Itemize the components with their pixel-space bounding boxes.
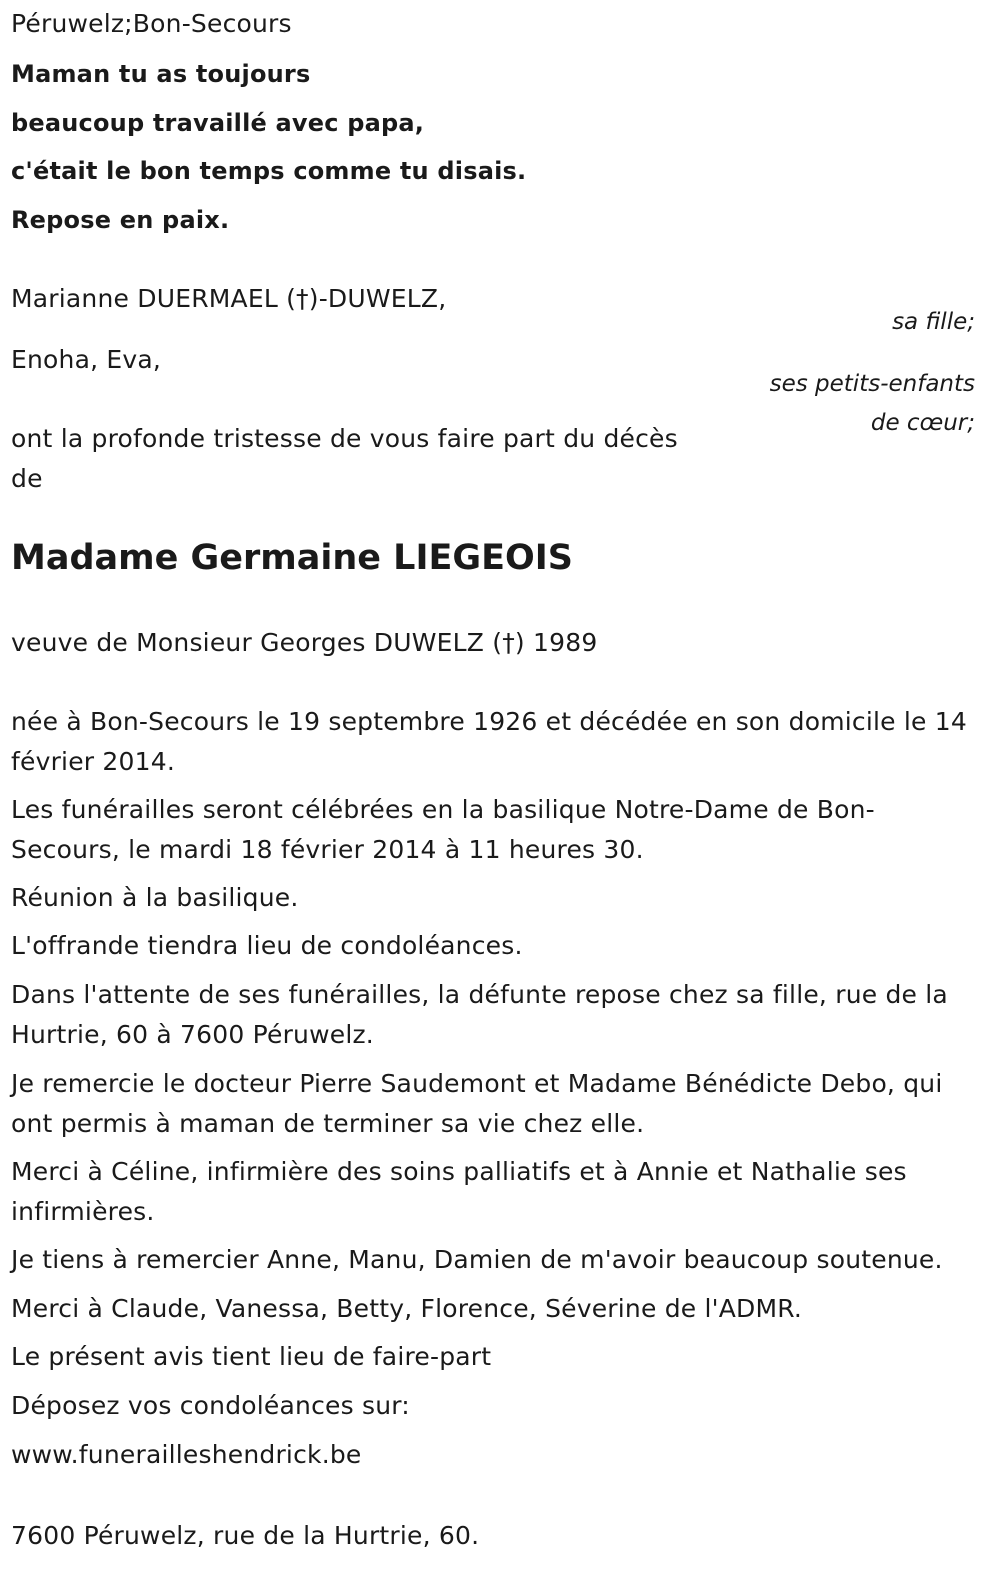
daughter-name: Marianne DUERMAEL (†)-DUWELZ, [11, 284, 447, 313]
paragraph-offering: L'offrande tiendra lieu de condoléances. [11, 931, 523, 960]
grandchildren-role-line-2: de cœur; [870, 410, 975, 436]
widow-of-line: veuve de Monsieur Georges DUWELZ (†) 1989 [11, 628, 598, 657]
tribute-line-2: beaucoup travaillé avec papa, [11, 109, 425, 137]
tribute-line-3: c'était le bon temps comme tu disais. [11, 157, 527, 185]
paragraph-thanks-nurses: Merci à Céline, infirmière des soins palliatifs et à Annie et Nathalie ses infirmières. [11, 1157, 907, 1226]
location-line: Péruwelz;Bon-Secours [11, 9, 292, 38]
paragraph-thanks-support: Je tiens à remercier Anne, Manu, Damien de m'avoir beaucoup soutenue. [11, 1245, 943, 1274]
grandchildren-names: Enoha, Eva, [11, 345, 162, 374]
address-line: 7600 Péruwelz, rue de la Hurtrie, 60. [11, 1521, 480, 1550]
announcement-line-1: ont la profonde tristesse de vous faire part du décès [11, 424, 678, 453]
grandchildren-role-line-1: ses petits-enfants [769, 371, 975, 397]
paragraph-condolences: Déposez vos condoléances sur: [11, 1391, 410, 1420]
paragraph-thanks-doctor: Je remercie le docteur Pierre Saudemont et Madame Bénédicte Debo, qui ont permis à maman de terminer sa vie chez elle. [11, 1069, 943, 1138]
tribute-line-4: Repose en paix. [11, 206, 230, 234]
condolences-website-link[interactable]: www.funerailleshendrick.be [11, 1440, 362, 1469]
tribute-line-1: Maman tu as toujours [11, 60, 311, 88]
deceased-name: Madame Germaine LIEGEOIS [11, 538, 574, 578]
paragraph-meeting: Réunion à la basilique. [11, 883, 299, 912]
paragraph-notice: Le présent avis tient lieu de faire-part [11, 1342, 492, 1371]
daughter-role: sa fille; [892, 309, 975, 335]
paragraph-thanks-admr: Merci à Claude, Vanessa, Betty, Florence, Séverine de l'ADMR. [11, 1294, 803, 1323]
paragraph-birth-death: née à Bon-Secours le 19 septembre 1926 et décédée en son domicile le 14 février 2014. [11, 707, 967, 776]
announcement-line-2: de [11, 464, 43, 493]
paragraph-funeral: Les funérailles seront célébrées en la basilique Notre-Dame de Bon-Secours, le mardi 18 février 2014 à 11 heures 30. [11, 795, 875, 864]
paragraph-resting: Dans l'attente de ses funérailles, la défunte repose chez sa fille, rue de la Hurtrie, 60 à 7600 Péruwelz. [11, 980, 948, 1049]
